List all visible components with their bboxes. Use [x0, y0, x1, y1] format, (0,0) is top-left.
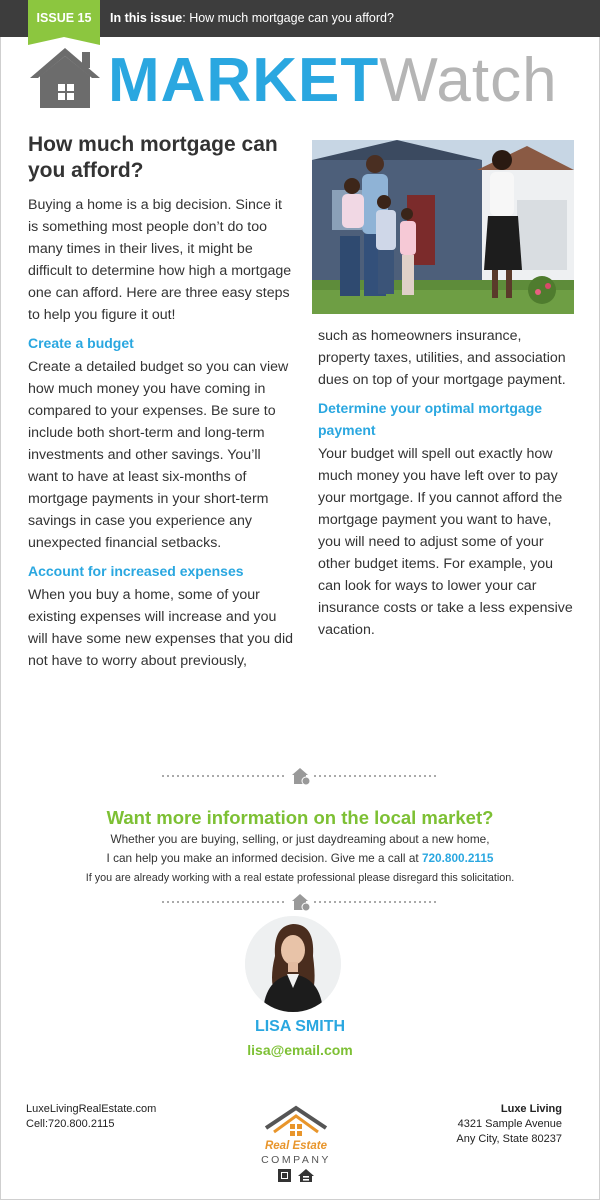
- section-body-expenses: When you buy a home, some of your existing expenses will increase and you will have some new expenses that you did not have to worry about previously,: [28, 587, 293, 669]
- dotted-divider-top: [162, 766, 438, 786]
- equal-housing-icon: [298, 1169, 314, 1182]
- footer-left: [26, 1102, 156, 1132]
- realtor-equal-housing-badges: [276, 1168, 316, 1186]
- house-divider-icon: [292, 768, 310, 785]
- in-this-issue: [110, 11, 394, 25]
- footer-address-2: Any City, State 80237: [456, 1133, 562, 1145]
- house-divider-icon: [292, 894, 310, 911]
- cta-disclaimer: If you are already working with a real estate professional please disregard this solicitation.: [85, 872, 515, 884]
- section-heading-expenses: Account for increased expenses: [28, 563, 244, 579]
- agent-portrait: [245, 916, 341, 1012]
- article-right-column: [312, 140, 574, 641]
- cta-block: [0, 806, 600, 888]
- company-logo-line1: Real Estate: [264, 1140, 327, 1152]
- cta-phone-link[interactable]: 720.800.2115: [421, 851, 494, 865]
- house-logo-icon: [28, 44, 102, 110]
- footer-website-link[interactable]: LuxeLivingRealEstate.com: [26, 1103, 157, 1115]
- footer-address-1: 4321 Sample Avenue: [457, 1118, 562, 1130]
- article-left-column: [28, 132, 294, 672]
- realtor-badge-icon: [278, 1169, 291, 1182]
- agent-name: LISA SMITH: [254, 1018, 346, 1035]
- company-roof-icon: [260, 1102, 332, 1140]
- section-heading-budget: Create a budget: [28, 335, 134, 351]
- section-body-budget: Create a detailed budget so you can view how much money you have coming in compared to your expenses. Be sure to include both short-term and long-term investments and other savings. You’ll want to have at least six-months of mortgage payments in your short-term savings in case you experience any unexpected financial setbacks.: [28, 359, 289, 551]
- dotted-divider-bottom: [162, 892, 438, 912]
- in-this-issue-text: : How much mortgage can you afford?: [182, 11, 394, 25]
- family-home-photo: [312, 140, 574, 314]
- footer-company: Luxe Living: [500, 1103, 562, 1115]
- section-heading-payment: Determine your optimal mortgage payment: [318, 400, 543, 438]
- cta-line-2: [0, 849, 600, 868]
- in-this-issue-label: In this issue: [110, 11, 183, 25]
- company-logo-line2: COMPANY: [261, 1154, 331, 1166]
- article-intro: Buying a home is a big decision. Since it is something most people don’t do too many times in their lives, it might be difficult to determine how high a mortgage one can afford. Here are three easy steps to help you figure it out!: [28, 197, 292, 323]
- cta-line-2-text: I can help you make an informed decision. Give me a call at: [106, 851, 419, 865]
- cta-line-1: Whether you are buying, selling, or just daydreaming about a new home,: [110, 832, 490, 846]
- masthead-light: Watch: [379, 46, 558, 115]
- article-title: How much mortgage can you afford?: [28, 133, 278, 182]
- masthead-title: [108, 46, 558, 116]
- article-right-text: [312, 325, 574, 641]
- agent-email-link[interactable]: lisa@email.com: [247, 1042, 353, 1058]
- section-body-expenses-continued: such as homeowners insurance, property taxes, utilities, and association dues on top of your mortgage payment.: [318, 328, 566, 388]
- cta-title: Want more information on the local market?: [106, 807, 494, 828]
- footer-right: [456, 1102, 562, 1147]
- section-body-payment: Your budget will spell out exactly how much money you have left over to pay your mortgage. If you cannot afford the mortgage payment you want to have, you will need to adjust some of your other budget items. For example, you can look for ways to lower your car insurance costs or take a less expensive vacation.: [318, 446, 573, 638]
- company-logo: [250, 1100, 342, 1190]
- issue-badge: ISSUE 15: [28, 0, 100, 37]
- top-bar: [0, 0, 600, 37]
- masthead-bold: MARKET: [108, 46, 380, 115]
- footer-cell: Cell:720.800.2115: [26, 1118, 115, 1130]
